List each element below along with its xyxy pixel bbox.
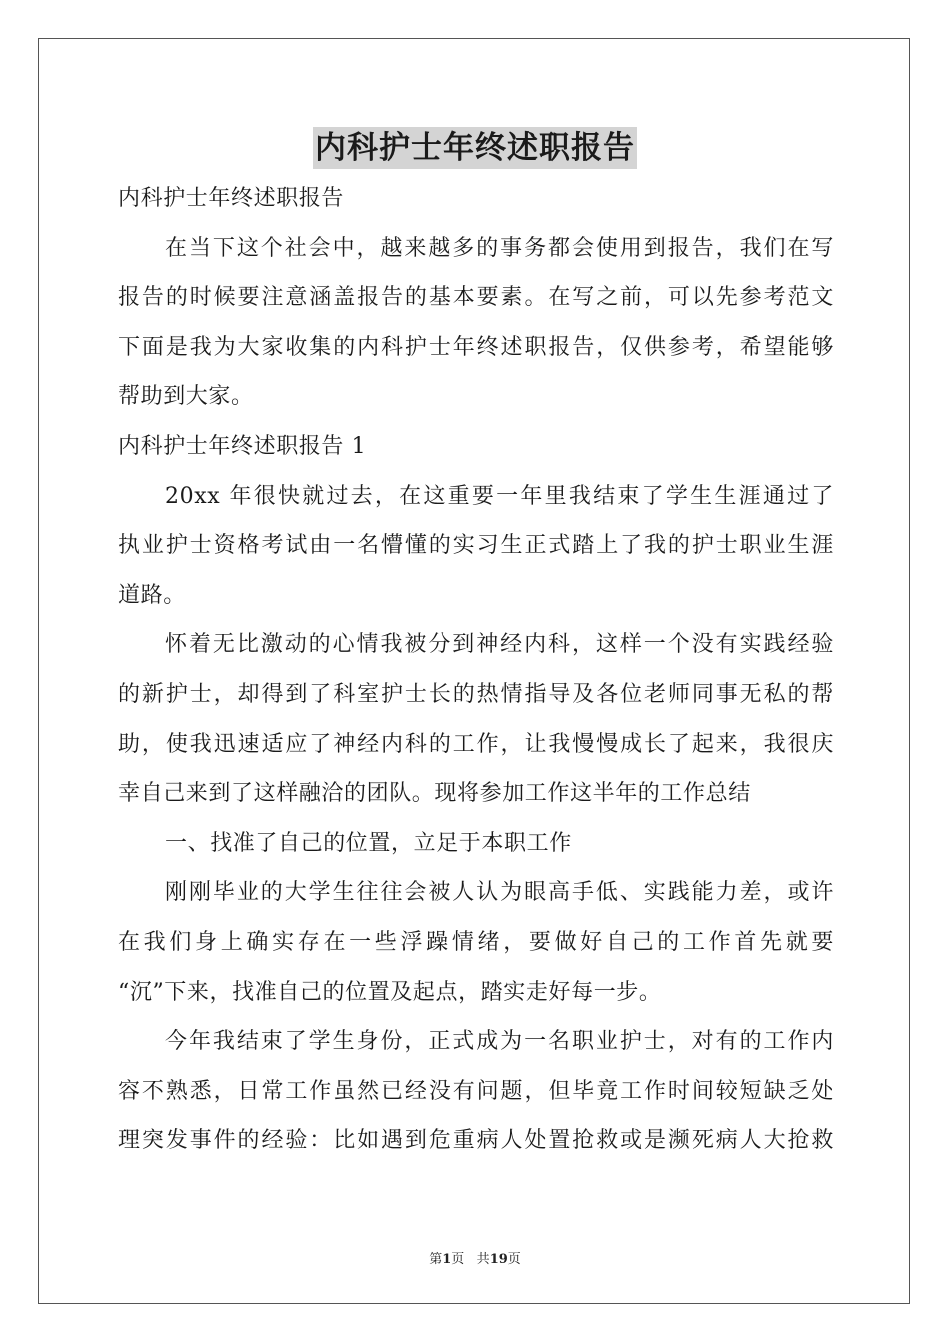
page-footer [0, 1248, 950, 1267]
footer-total-suffix: 页 [507, 1252, 521, 1267]
body-line: 今年我结束了学生身份，正式成为一名职业护士，对有的工作内 [165, 1029, 834, 1055]
footer-total-prefix: 共 [476, 1252, 490, 1267]
body-line: 帮助到大家。 [118, 384, 254, 410]
body-line: 执业护士资格考试由一名懵懂的实习生正式踏上了我的护士职业生涯 [118, 533, 834, 559]
document-body [118, 174, 834, 1166]
body-line: “沉”下来，找准自己的位置及起点，踏实走好每一步。 [118, 979, 662, 1005]
body-line: 怀着无比激动的心情我被分到神经内科，这样一个没有实践经验 [165, 632, 834, 658]
section-heading: 内科护士年终述职报告 1 [118, 433, 367, 459]
body-line: 幸自己来到了这样融洽的团队。现将参加工作这半年的工作总结 [118, 781, 751, 807]
body-line: 刚刚毕业的大学生往往会被人认为眼高手低、实践能力差，或许 [165, 880, 834, 906]
footer-prefix: 第 [429, 1252, 443, 1267]
title-container [0, 127, 950, 169]
body-line: 20xx 年很快就过去，在这重要一年里我结束了学生生涯通过了 [165, 483, 834, 509]
footer-page-suffix: 页 [451, 1252, 465, 1267]
body-line: 的新护士，却得到了科室护士长的热情指导及各位老师同事无私的帮 [118, 681, 834, 707]
document-title: 内科护士年终述职报告 [313, 127, 637, 169]
body-line: 在我们身上确实存在一些浮躁情绪，要做好自己的工作首先就要 [118, 929, 834, 955]
footer-total-pages: 19 [489, 1252, 508, 1267]
footer-page-number: 1 [442, 1252, 452, 1267]
body-line: 理突发事件的经验：比如遇到危重病人处置抢救或是濒死病人大抢救 [118, 1128, 834, 1154]
body-line: 下面是我为大家收集的内科护士年终述职报告，仅供参考，希望能够 [118, 334, 834, 360]
body-line: 容不熟悉，日常工作虽然已经没有问题，但毕竟工作时间较短缺乏处 [118, 1078, 834, 1104]
body-line: 报告的时候要注意涵盖报告的基本要素。在写之前，可以先参考范文 [118, 285, 834, 311]
subsection-heading: 一、找准了自己的位置，立足于本职工作 [165, 830, 572, 856]
body-line: 在当下这个社会中，越来越多的事务都会使用到报告，我们在写 [165, 235, 834, 261]
body-line: 助，使我迅速适应了神经内科的工作，让我慢慢成长了起来，我很庆 [118, 731, 834, 757]
body-line: 内科护士年终述职报告 [118, 186, 345, 211]
body-line: 道路。 [118, 582, 186, 608]
